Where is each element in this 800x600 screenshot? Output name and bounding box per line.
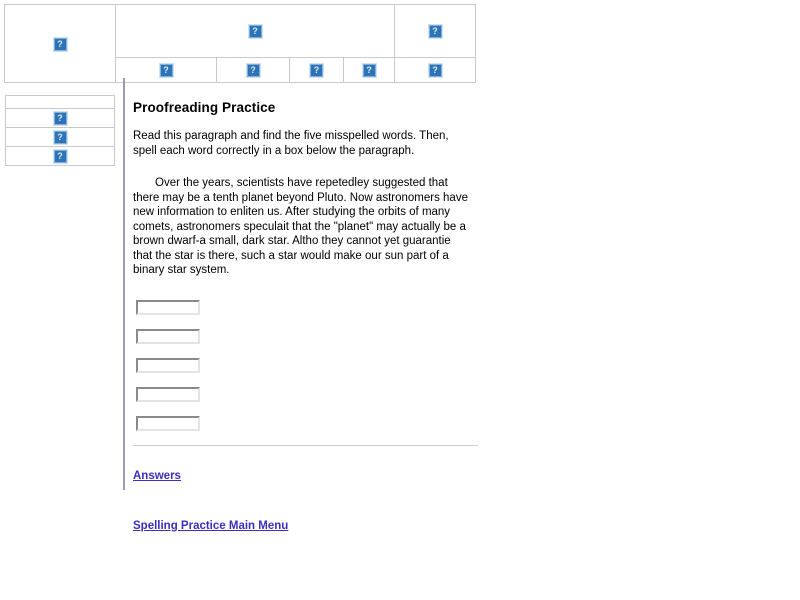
- answer-input-3[interactable]: [136, 358, 200, 373]
- broken-image-icon: [429, 64, 442, 77]
- masthead-corner-bottom-cell[interactable]: [395, 58, 476, 83]
- sidebar-item-3[interactable]: [6, 147, 115, 166]
- answer-boxes: [136, 300, 478, 431]
- answer-input-5[interactable]: [136, 416, 200, 431]
- answer-input-2[interactable]: [136, 329, 200, 344]
- broken-image-icon: [160, 64, 173, 77]
- nav-item-4[interactable]: [344, 58, 395, 83]
- vertical-divider: [123, 78, 125, 490]
- site-banner-cell[interactable]: [116, 5, 395, 58]
- main-menu-link-row: [133, 518, 478, 532]
- broken-image-icon: [249, 25, 262, 38]
- sidebar-item-1[interactable]: [6, 109, 115, 128]
- broken-image-icon: [54, 112, 67, 125]
- broken-image-icon: [429, 25, 442, 38]
- answers-link[interactable]: Answers: [133, 469, 181, 482]
- broken-image-icon: [54, 150, 67, 163]
- content-divider: [133, 445, 478, 446]
- answers-link-row: [133, 468, 478, 482]
- sidebar-table: [5, 95, 115, 166]
- spelling-practice-main-menu-link[interactable]: Spelling Practice Main Menu: [133, 519, 289, 532]
- broken-image-icon: [247, 64, 260, 77]
- broken-image-icon: [363, 64, 376, 77]
- masthead-table: [4, 4, 476, 83]
- passage-text: Over the years, scientists have repetedley suggested that there may be a tenth planet beyond Pluto. Now astronomers have new information to enliten us. After studying the orbits of many comets, astronomers speculait that the "planet" may actually be a brown dwarf-a small, dark star. Altho they cannot yet guarantie that the star is there, such a star would make our sun part of a binary star system.: [133, 177, 468, 276]
- nav-item-3[interactable]: [290, 58, 344, 83]
- broken-image-icon: [54, 131, 67, 144]
- page-title: Proofreading Practice: [133, 100, 276, 115]
- main-content: [133, 100, 478, 532]
- masthead-corner-top-cell[interactable]: [395, 5, 476, 58]
- answer-input-1[interactable]: [136, 300, 200, 315]
- answer-input-4[interactable]: [136, 387, 200, 402]
- instructions-text: Read this paragraph and find the five misspelled words. Then, spell each word correctly in a box below the paragraph.: [133, 130, 449, 157]
- broken-image-icon: [310, 64, 323, 77]
- sidebar-spacer-row: [6, 96, 115, 109]
- site-logo-cell[interactable]: [5, 5, 116, 83]
- sidebar-item-2[interactable]: [6, 128, 115, 147]
- nav-item-1[interactable]: [116, 58, 217, 83]
- nav-item-2[interactable]: [217, 58, 290, 83]
- broken-image-icon: [54, 38, 67, 51]
